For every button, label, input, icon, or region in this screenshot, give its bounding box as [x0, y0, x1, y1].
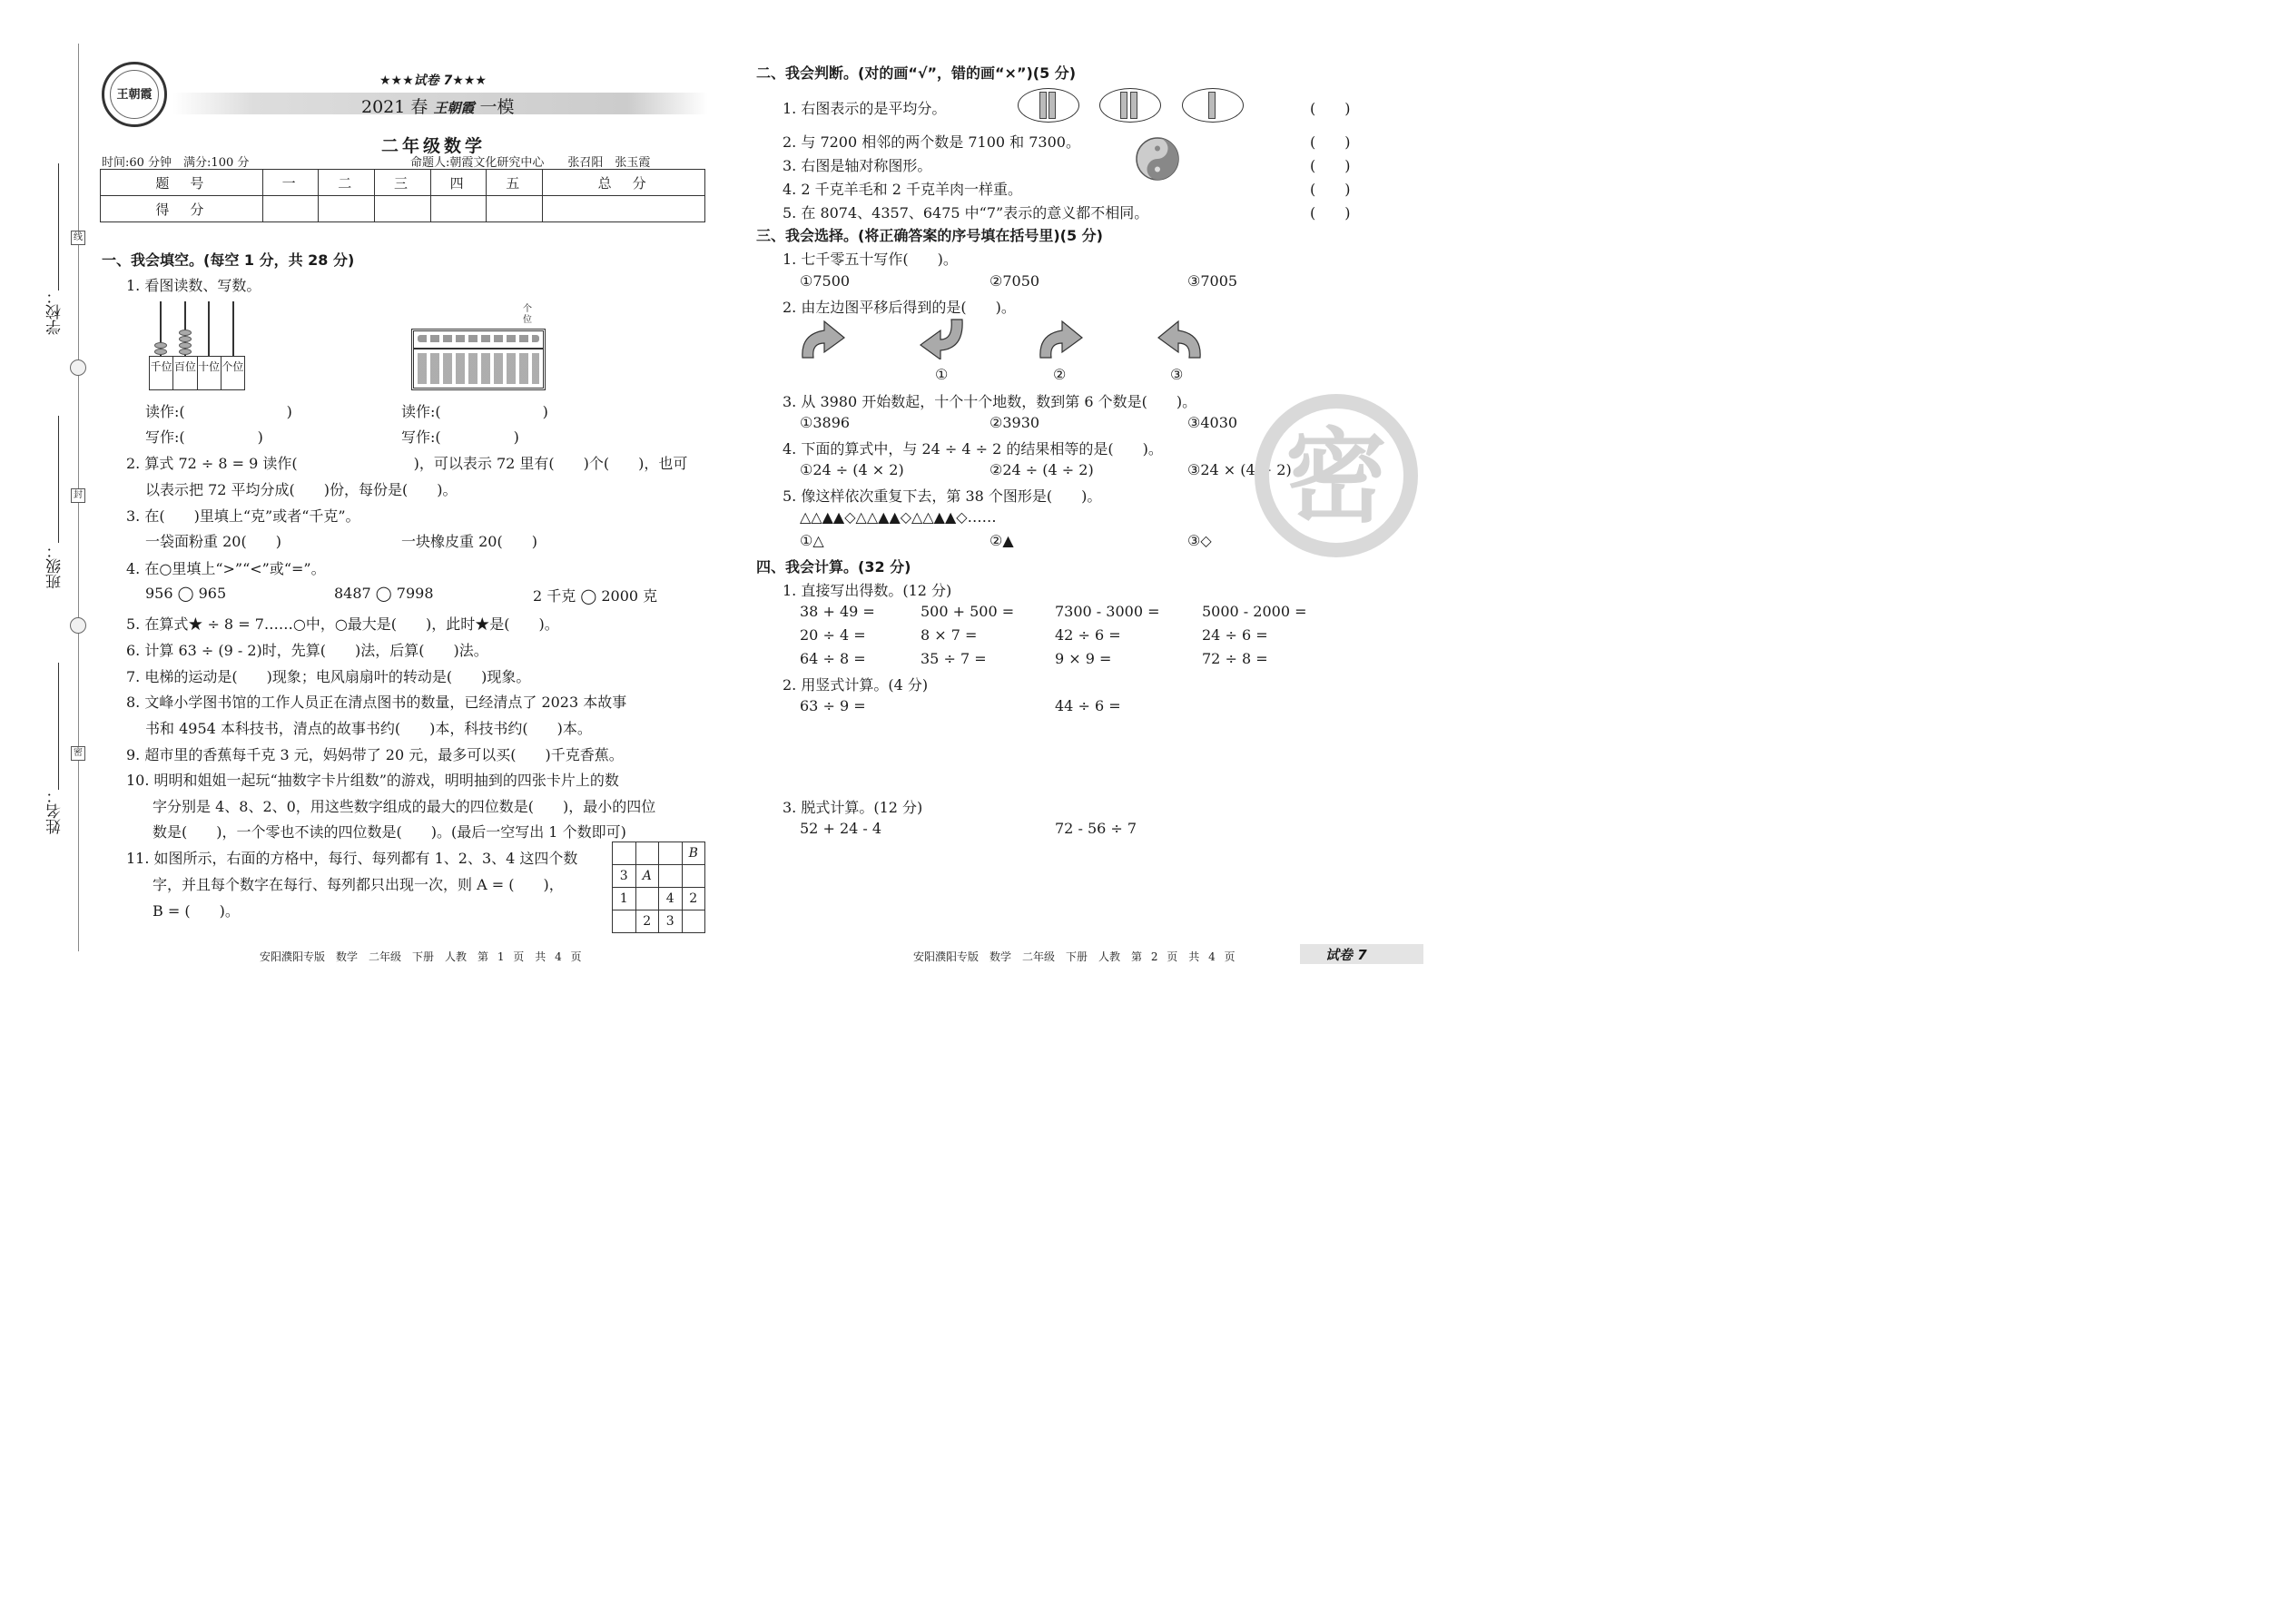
- grid-cell: [682, 865, 705, 888]
- grid-cell: A: [635, 865, 659, 888]
- calc-item: 8 × 7 =: [921, 626, 978, 644]
- counting-frame: [149, 301, 245, 390]
- grid-cell: [613, 910, 636, 933]
- choice-4: 4. 下面的算式中，与 24 ÷ 4 ÷ 2 的结果相等的是( )。: [783, 440, 1163, 458]
- calc-3: 3. 脱式计算。(12 分): [783, 799, 923, 816]
- curved-arrow-icon: [1035, 318, 1086, 359]
- choice-3-opt-a[interactable]: ①3896: [800, 414, 851, 431]
- place-label: 千位: [150, 357, 173, 389]
- calc-3-b: 72 - 56 ÷ 7: [1055, 820, 1137, 837]
- q1-write-2: 写作:( ): [401, 428, 519, 446]
- abacus: [411, 329, 546, 390]
- grid-cell: 2: [682, 888, 705, 910]
- bead: [179, 342, 192, 349]
- bead: [179, 330, 192, 336]
- q1-8-line2: 书和 4954 本科技书，清点的故事书约( )本，科技书约( )本。: [145, 720, 592, 737]
- grid-cell: [682, 910, 705, 933]
- calc-item: 64 ÷ 8 =: [800, 650, 866, 667]
- choice-2-opt-b[interactable]: ②: [1053, 366, 1067, 383]
- grid-cell: 2: [635, 910, 659, 933]
- score-row: [101, 196, 705, 222]
- calc-item: 35 ÷ 7 =: [921, 650, 987, 667]
- q1-4-a: 956 ◯ 965: [145, 585, 227, 602]
- calc-item: 9 × 9 =: [1055, 650, 1112, 667]
- number-grid: [612, 842, 705, 933]
- binding-circle: [70, 359, 86, 376]
- title-suffix: 一模: [479, 97, 515, 117]
- footer-right: 安阳濮阳专版 数学 二年级 下册 人教 第 2 页 共 4 页: [913, 950, 1236, 963]
- title-brand: 王朝霞: [433, 100, 475, 116]
- grid-cell: 3: [659, 910, 683, 933]
- choice-4-opt-c[interactable]: ③24 × (4 ÷ 2): [1187, 461, 1292, 478]
- score-input[interactable]: [487, 196, 543, 222]
- judge-2: 2. 与 7200 相邻的两个数是 7100 和 7300。: [783, 133, 1080, 151]
- class-field[interactable]: [58, 416, 59, 543]
- q1-11-line1: 11. 如图所示，右面的方格中，每行、每列都有 1、2、3、4 这四个数: [126, 850, 578, 867]
- curved-arrow-icon: [797, 318, 848, 359]
- calc-2: 2. 用竖式计算。(4 分): [783, 676, 929, 694]
- q1-3-b: 一块橡皮重 20( ): [401, 533, 537, 550]
- binding-circle: [70, 617, 86, 634]
- score-cell: 题 号: [101, 170, 263, 196]
- calc-item: 72 ÷ 8 =: [1202, 650, 1268, 667]
- calc-2-b: 44 ÷ 6 =: [1055, 697, 1121, 714]
- choice-5-opt-c[interactable]: ③◇: [1187, 532, 1212, 549]
- bar: [1130, 92, 1137, 119]
- rod: [232, 301, 234, 356]
- q1-7: 7. 电梯的运动是( )现象；电风扇扇叶的转动是( )现象。: [126, 668, 531, 685]
- bead: [154, 342, 167, 349]
- exam-title: [361, 94, 515, 118]
- name-field[interactable]: [58, 663, 59, 790]
- calc-item: 7300 - 3000 =: [1055, 603, 1160, 620]
- calc-3-a: 52 + 24 - 4: [800, 820, 882, 837]
- choice-4-opt-b[interactable]: ②24 ÷ (4 ÷ 2): [989, 461, 1094, 478]
- paper-number: ★★★试卷 7★★★: [379, 74, 487, 88]
- score-cell: 总 分: [543, 170, 705, 196]
- calc-item: 24 ÷ 6 =: [1202, 626, 1268, 644]
- choice-2: 2. 由左边图平移后得到的是( )。: [783, 299, 1016, 316]
- seal-text: 密: [1285, 418, 1387, 536]
- judge-1: 1. 右图表示的是平均分。: [783, 100, 947, 117]
- choice-3-opt-b[interactable]: ②3930: [989, 414, 1040, 431]
- score-cell: 二: [319, 170, 375, 196]
- q1-2-line2: 以表示把 72 平均分成( )份，每份是( )。: [145, 481, 458, 498]
- q1-2-line1: 2. 算式 72 ÷ 8 = 9 读作( )，可以表示 72 里有( )个( )，也可: [126, 455, 688, 472]
- choice-1-opt-a[interactable]: ①7500: [800, 272, 851, 290]
- score-table: [100, 169, 705, 222]
- footer-left: 安阳濮阳专版 数学 二年级 下册 人教 第 1 页 共 4 页: [260, 950, 582, 963]
- place-label: 个位: [222, 360, 244, 373]
- answer-paren[interactable]: ( ): [1310, 133, 1351, 151]
- q1-6: 6. 计算 63 ÷ (9 - 2)时，先算( )法，后算( )法。: [126, 642, 488, 659]
- bar: [1049, 92, 1056, 119]
- oval-figure: [1182, 88, 1244, 123]
- choice-5-opt-a[interactable]: ①△: [800, 532, 824, 549]
- abacus-ones-label: 个位: [523, 304, 532, 325]
- calc-item: 5000 - 2000 =: [1202, 603, 1307, 620]
- judge-3: 3. 右图是轴对称图形。: [783, 157, 932, 174]
- lower-beads: [418, 353, 539, 384]
- name-label: 姓名：: [46, 788, 64, 834]
- secret-seal-watermark: [1255, 394, 1418, 557]
- upper-beads: [418, 335, 539, 342]
- grid-cell: [659, 865, 683, 888]
- score-cell: 一: [262, 170, 319, 196]
- score-input[interactable]: [375, 196, 431, 222]
- rod: [208, 301, 210, 356]
- grid-cell: 1: [613, 888, 636, 910]
- bead: [154, 349, 167, 355]
- section-3-title: 三、我会选择。(将正确答案的序号填在括号里)(5 分): [756, 227, 1103, 244]
- q1-read-1: 读作:( ): [145, 403, 292, 420]
- score-input[interactable]: [262, 196, 319, 222]
- q1-10-line1: 10. 明明和姐姐一起玩“抽数字卡片组数”的游戏，明明抽到的四张卡片上的数: [126, 772, 619, 789]
- section-4-title: 四、我会计算。(32 分): [756, 558, 911, 576]
- answer-paren[interactable]: ( ): [1310, 157, 1351, 174]
- calc-2-a: 63 ÷ 9 =: [800, 697, 866, 714]
- q1-10-line3: 数是( )，一个零也不读的四位数是( )。(最后一空写出 1 个数即可): [153, 823, 626, 841]
- grid-cell: [635, 842, 659, 865]
- choice-1-opt-c[interactable]: ③7005: [1187, 272, 1238, 290]
- q1-4: 4. 在○里填上“>”“<”或“=”。: [126, 560, 326, 577]
- score-header-row: [101, 170, 705, 196]
- section-2-title: 二、我会判断。(对的画“√”，错的画“×”)(5 分): [756, 64, 1077, 82]
- class-label: 班级：: [46, 543, 64, 589]
- exam-info: 时间:60 分钟 满分:100 分: [102, 156, 250, 170]
- bead: [179, 349, 192, 355]
- school-label: 学校：: [46, 289, 64, 335]
- choice-1: 1. 七千零五十写作( )。: [783, 251, 958, 268]
- answer-paren[interactable]: ( ): [1310, 100, 1351, 117]
- score-cell: 四: [430, 170, 487, 196]
- choice-4-opt-a[interactable]: ①24 ÷ (4 × 2): [800, 461, 904, 478]
- choice-5-opt-b[interactable]: ②▲: [989, 532, 1014, 549]
- oval-figure: [1099, 88, 1161, 123]
- choice-2-opt-c[interactable]: ③: [1170, 366, 1184, 383]
- curved-arrow-icon: [917, 318, 968, 359]
- bar: [1208, 92, 1216, 119]
- choice-5: 5. 像这样依次重复下去，第 38 个图形是( )。: [783, 487, 1102, 505]
- choice-2-opt-a[interactable]: ①: [935, 366, 949, 383]
- title-prefix: 2021 春: [361, 97, 428, 117]
- q1-read-2: 读作:( ): [401, 403, 548, 420]
- exam-authors: 命题人:朝霞文化研究中心 张召阳 张玉霞: [410, 156, 651, 170]
- q1-4-c: 2 千克 ◯ 2000 克: [533, 587, 658, 605]
- judge-5: 5. 在 8074、4357、6475 中“7”表示的意义都不相同。: [783, 204, 1149, 221]
- calc-item: 42 ÷ 6 =: [1055, 626, 1121, 644]
- section-1-title: 一、我会填空。(每空 1 分，共 28 分): [102, 251, 355, 269]
- calc-1: 1. 直接写出得数。(12 分): [783, 582, 952, 599]
- brand-logo: [102, 62, 167, 127]
- score-cell: 三: [375, 170, 431, 196]
- q1-write-1: 写作:( ): [145, 428, 263, 446]
- oval-figure: [1018, 88, 1079, 123]
- binding-mark-secret: 密: [71, 746, 85, 761]
- bead: [179, 336, 192, 342]
- school-field[interactable]: [58, 163, 59, 290]
- answer-paren[interactable]: ( ): [1310, 204, 1351, 221]
- curved-arrow-icon: [1155, 318, 1206, 359]
- yin-yang-icon: [1135, 136, 1180, 182]
- bar: [1120, 92, 1127, 119]
- q1-1: 1. 看图读数、写数。: [126, 277, 261, 294]
- score-input[interactable]: [430, 196, 487, 222]
- answer-paren[interactable]: ( ): [1310, 181, 1351, 198]
- q1-11-line2: 字，并且每个数字在每行、每列都只出现一次，则 A = ( )，: [153, 876, 564, 893]
- score-input[interactable]: [543, 196, 705, 222]
- q1-5: 5. 在算式★ ÷ 8 = 7……○中，○最大是( )，此时★是( )。: [126, 615, 559, 633]
- q1-3-a: 一袋面粉重 20( ): [145, 533, 281, 550]
- q1-9: 9. 超市里的香蕉每千克 3 元，妈妈带了 20 元，最多可以买( )千克香蕉。: [126, 746, 624, 763]
- paper-tab: [1300, 944, 1423, 964]
- place-label: 十位: [198, 357, 222, 389]
- grid-cell: 3: [613, 865, 636, 888]
- bar: [1039, 92, 1047, 119]
- q1-11-line3: B = ( )。: [153, 902, 240, 920]
- place-label: 百位: [173, 357, 197, 389]
- q1-3: 3. 在( )里填上“克”或者“千克”。: [126, 507, 360, 525]
- score-input[interactable]: [319, 196, 375, 222]
- grid-cell: [659, 842, 683, 865]
- grid-cell: [613, 842, 636, 865]
- calc-item: 38 + 49 =: [800, 603, 875, 620]
- judge-4: 4. 2 千克羊毛和 2 千克羊肉一样重。: [783, 181, 1022, 198]
- grid-cell: B: [682, 842, 705, 865]
- binding-mark-line: 线: [71, 231, 85, 245]
- grid-cell: [635, 888, 659, 910]
- abacus-beam: [414, 348, 543, 349]
- subject-title: 二年级数学: [381, 136, 487, 156]
- place-value-box: [149, 356, 245, 390]
- score-label: 得 分: [101, 196, 263, 222]
- choice-5-sequence: △△▲▲◇△△▲▲◇△△▲▲◇……: [800, 508, 997, 526]
- binding-mark-seal: 封: [71, 488, 85, 503]
- choice-3: 3. 从 3980 开始数起，十个十个地数，数到第 6 个数是( )。: [783, 393, 1197, 410]
- q1-4-b: 8487 ◯ 7998: [334, 585, 434, 602]
- paper-tab-label: 试卷 7: [1325, 947, 1367, 963]
- q1-8-line1: 8. 文峰小学图书馆的工作人员正在清点图书的数量，已经清点了 2023 本故事: [126, 694, 627, 711]
- choice-3-opt-c[interactable]: ③4030: [1187, 414, 1238, 431]
- logo-text: 王朝霞: [110, 70, 159, 119]
- score-cell: 五: [487, 170, 543, 196]
- grid-cell: 4: [659, 888, 683, 910]
- choice-1-opt-b[interactable]: ②7050: [989, 272, 1040, 290]
- q1-10-line2: 字分别是 4、8、2、0，用这些数字组成的最大的四位数是( )，最小的四位: [153, 798, 656, 815]
- calc-item: 20 ÷ 4 =: [800, 626, 866, 644]
- calc-item: 500 + 500 =: [921, 603, 1015, 620]
